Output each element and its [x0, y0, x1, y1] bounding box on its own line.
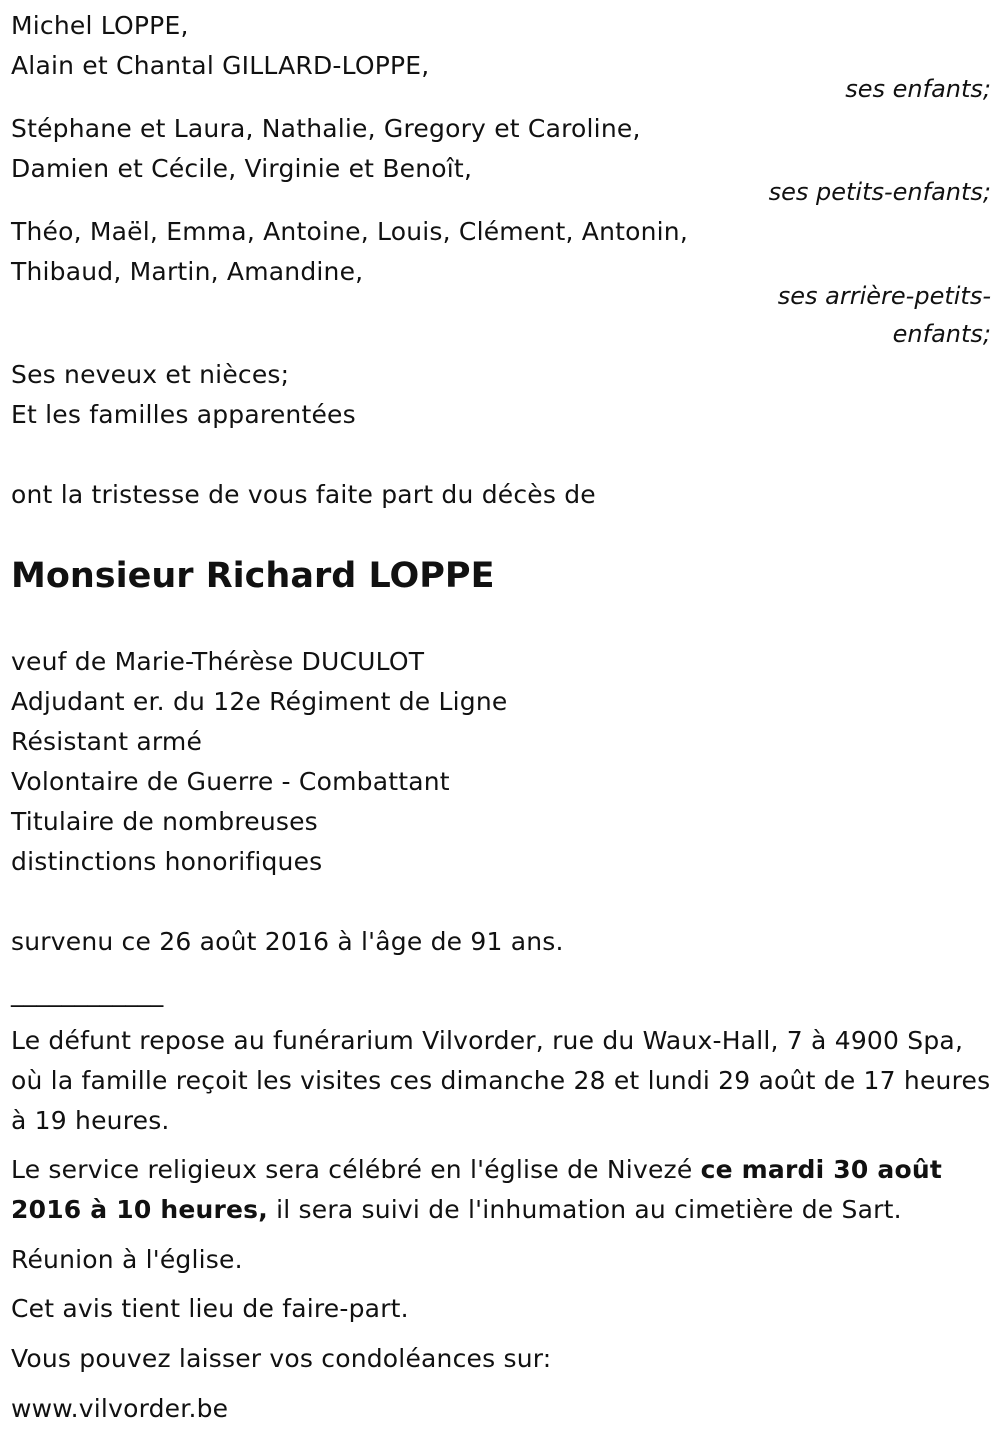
title-line-2: Adjudant er. du 12e Régiment de Ligne	[11, 687, 508, 716]
title-line-1: veuf de Marie-Thérèse DUCULOT	[11, 647, 425, 676]
deceased-name: Monsieur Richard LOPPE	[11, 556, 495, 596]
condolences-text: Vous pouvez laisser vos condoléances sur:	[11, 1344, 552, 1373]
children-line-1: Michel LOPPE,	[11, 11, 189, 40]
title-line-6: distinctions honorifiques	[11, 847, 323, 876]
service-date-time: ce mardi 30 août 2016 à 10 heures,	[11, 1155, 942, 1224]
children-role: ses enfants;	[845, 75, 991, 103]
notice-text: Cet avis tient lieu de faire-part.	[11, 1294, 409, 1323]
great-grandchildren-line-1: Théo, Maël, Emma, Antoine, Louis, Clément, Antonin,	[11, 217, 688, 246]
grandchildren-line-2: Damien et Cécile, Virginie et Benoît,	[11, 154, 473, 183]
service-suffix: il sera suivi de l'inhumation au cimetière de Sart.	[267, 1195, 902, 1224]
nephews-line: Ses neveux et nièces;	[11, 360, 290, 389]
great-grandchildren-line-2: Thibaud, Martin, Amandine,	[11, 257, 364, 286]
title-line-4: Volontaire de Guerre - Combattant	[11, 767, 450, 796]
service-prefix: Le service religieux sera célébré en l'église de Nivezé	[11, 1155, 701, 1184]
title-line-5: Titulaire de nombreuses	[11, 807, 318, 836]
meeting-text: Réunion à l'église.	[11, 1245, 243, 1274]
visitation-paragraph: Le défunt repose au funérarium Vilvorder, rue du Waux-Hall, 7 à 4900 Spa, où la famille reçoit les visites ces dimanche 28 et lundi 29 août de 17 heures à 19 heures.	[11, 1026, 991, 1135]
relatives-line: Et les familles apparentées	[11, 400, 356, 429]
website-link[interactable]: www.vilvorder.be	[11, 1394, 229, 1423]
grandchildren-line-1: Stéphane et Laura, Nathalie, Gregory et Caroline,	[11, 114, 641, 143]
great-grandchildren-role-1: ses arrière-petits-	[777, 282, 991, 310]
title-line-3: Résistant armé	[11, 727, 203, 756]
children-line-2: Alain et Chantal GILLARD-LOPPE,	[11, 51, 430, 80]
death-info: survenu ce 26 août 2016 à l'âge de 91 ans.	[11, 927, 564, 956]
great-grandchildren-role-2: enfants;	[892, 320, 991, 348]
service-paragraph	[11, 1150, 991, 1230]
announcement-text: ont la tristesse de vous faite part du décès de	[11, 480, 596, 509]
separator-line: ____________	[11, 978, 164, 1007]
obituary-page	[11, 0, 991, 1440]
grandchildren-role: ses petits-enfants;	[768, 178, 991, 206]
